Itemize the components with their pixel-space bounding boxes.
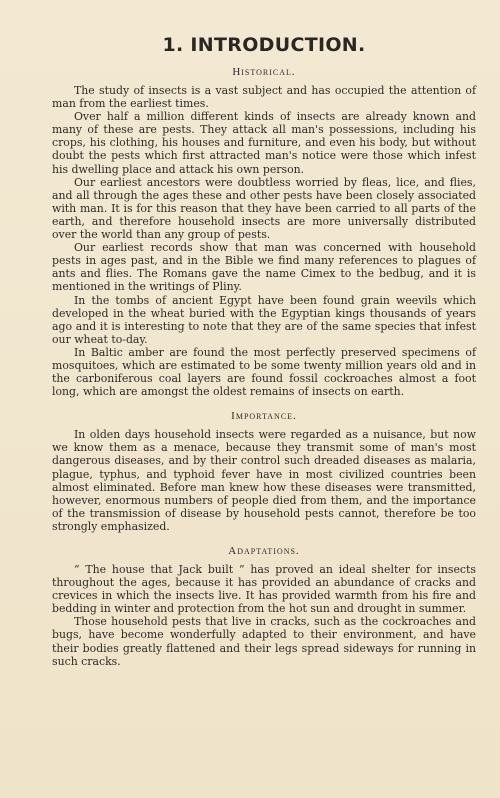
section-heading: Importance. [231,410,297,423]
section-historical [52,66,476,398]
paragraph: Over half a million different kinds of insects are already known and many of these are pests. They attack all man's possessions, including his crops, his clothing, his houses and furniture, and even his body, but without doubt the pests which first attracted man's notice were those which infest his dwelling place and attack his own person. [52,110,476,176]
paragraph: The study of insects is a vast subject and has occupied the attention of man from the earliest times. [52,84,476,111]
paragraph: Our earliest ancestors were doubtless worried by fleas, lice, and flies, and all through the ages these and other pests have been closely associated with man. It is for this reason that they have been carried to all parts of the earth, and therefore household insects are more universally distributed over the world than any group of pests. [52,175,476,242]
section-heading: Adaptations. [228,545,300,557]
paragraph: In Baltic amber are found the most perfectly preserved specimens of mosquitoes, which are estimated to be some twenty million years old and in the carboniferous coal layers are found fossil cockroaches almost a foot long, which are amongst the oldest remains of insects on earth. [52,345,476,399]
paragraph: In the tombs of ancient Egypt have been found grain weevils which developed in the wheat buried with the Egyptian kings thousands of years ago and it is interesting to note that they are of the same species that infest our wheat to-day. [52,293,476,346]
paragraph: Our earliest records show that man was concerned with household pests in ages past, and in the Bible we find many references to plagues of ants and flies. The Romans gave the name Cimex to the bedbug, and it is mentioned in the writings of Pliny. [52,241,476,294]
paragraph: Those household pests that live in cracks, such as the cockroaches and bugs, have become wonderfully adapted to their environment, and have their bodies greatly flattened and their legs spread sideways for running in such cracks. [52,615,476,668]
paragraph: “ The house that Jack built ” has proved an ideal shelter for insects throughout the ages, because it has provided an abundance of cracks and crevices in which the insects live. It has provided warmth from his fire and bedding in winter and protection from the hot sun and drought in summer. [52,563,476,616]
section-adaptations [52,545,476,668]
chapter-title: 1. INTRODUCTION. [162,34,366,56]
section-importance [52,410,476,533]
section-heading: Historical. [232,66,296,78]
paragraph: In olden days household insects were regarded as a nuisance, but now we know them as a menace, because they transmit some of man's most dangerous diseases, and by their control such dreaded diseases as malaria, plague, typhus, and typhoid fever have in most civilized countries been almost eliminated. Before man knew how these diseases were transmitted, however, enormous numbers of people died from them, and the importance of the transmission of disease by household pests cannot, therefore be too strongly emphasized. [52,428,476,533]
